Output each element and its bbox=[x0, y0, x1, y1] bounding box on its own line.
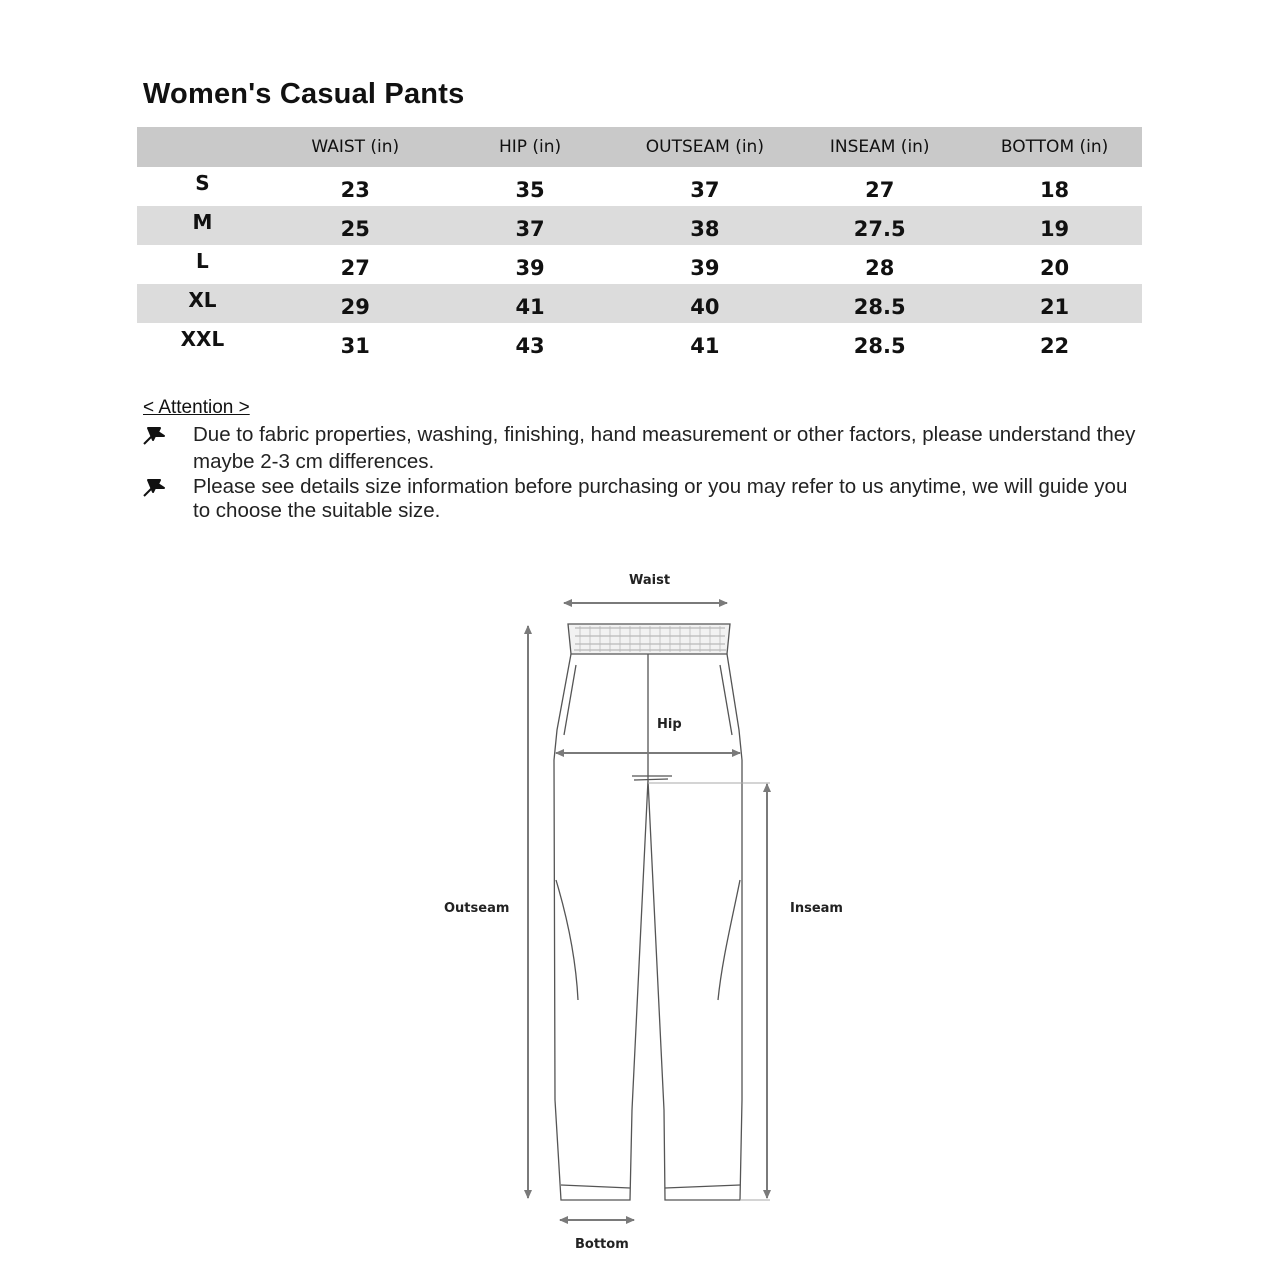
waist-value: 25 bbox=[340, 216, 370, 241]
size-label: XL bbox=[188, 288, 217, 312]
outseam-value: 38 bbox=[690, 216, 720, 241]
outseam-value: 37 bbox=[690, 177, 720, 202]
inseam-value: 28 bbox=[865, 255, 895, 280]
bottom-value: 20 bbox=[1039, 255, 1070, 280]
waist-value: 27 bbox=[340, 255, 370, 280]
header-inseam: INSEAM (in) bbox=[829, 137, 930, 157]
outseam-label: Outseam bbox=[444, 901, 510, 916]
attention-note: Please see details size information before purchasing or you may refer to us anytime, we will guide you to choose the suitable size. bbox=[193, 475, 1128, 522]
outseam-value: 39 bbox=[690, 255, 720, 280]
bottom-value: 21 bbox=[1039, 294, 1070, 319]
inseam-label: Inseam bbox=[790, 901, 843, 916]
inseam-value: 28.5 bbox=[853, 333, 906, 358]
size-label: XXL bbox=[180, 327, 225, 351]
hip-value: 37 bbox=[515, 216, 545, 241]
bottom-label: Bottom bbox=[575, 1237, 629, 1252]
hip-value: 43 bbox=[515, 333, 545, 358]
inseam-value: 27.5 bbox=[853, 216, 906, 241]
waist-value: 31 bbox=[340, 333, 370, 358]
size-label: S bbox=[195, 171, 210, 195]
pants-outline bbox=[554, 624, 742, 1200]
header-outseam: OUTSEAM (in) bbox=[645, 137, 764, 157]
hip-label: Hip bbox=[657, 717, 682, 732]
outseam-value: 41 bbox=[690, 333, 720, 358]
waist-value: 23 bbox=[340, 177, 370, 202]
waist-label: Waist bbox=[629, 573, 671, 588]
header-hip: HIP (in) bbox=[498, 137, 562, 157]
page-title: Women's Casual Pants bbox=[143, 78, 465, 110]
bottom-value: 22 bbox=[1039, 333, 1070, 358]
hip-value: 35 bbox=[515, 177, 545, 202]
outseam-value: 40 bbox=[690, 294, 720, 319]
bottom-value: 18 bbox=[1039, 177, 1070, 202]
bottom-value: 19 bbox=[1039, 216, 1070, 241]
hip-value: 39 bbox=[515, 255, 545, 280]
hip-value: 41 bbox=[515, 294, 545, 319]
attention-heading: < Attention > bbox=[143, 397, 250, 418]
inseam-value: 28.5 bbox=[853, 294, 906, 319]
inseam-value: 27 bbox=[865, 177, 895, 202]
header-bottom: BOTTOM (in) bbox=[1000, 137, 1109, 157]
waist-value: 29 bbox=[340, 294, 370, 319]
size-label: M bbox=[192, 210, 213, 234]
size-label: L bbox=[196, 249, 209, 273]
header-waist: WAIST (in) bbox=[311, 137, 400, 157]
attention-note: Due to fabric properties, washing, finishing, hand measurement or other factors, please understand they maybe 2-3 cm differences. bbox=[193, 423, 1136, 473]
